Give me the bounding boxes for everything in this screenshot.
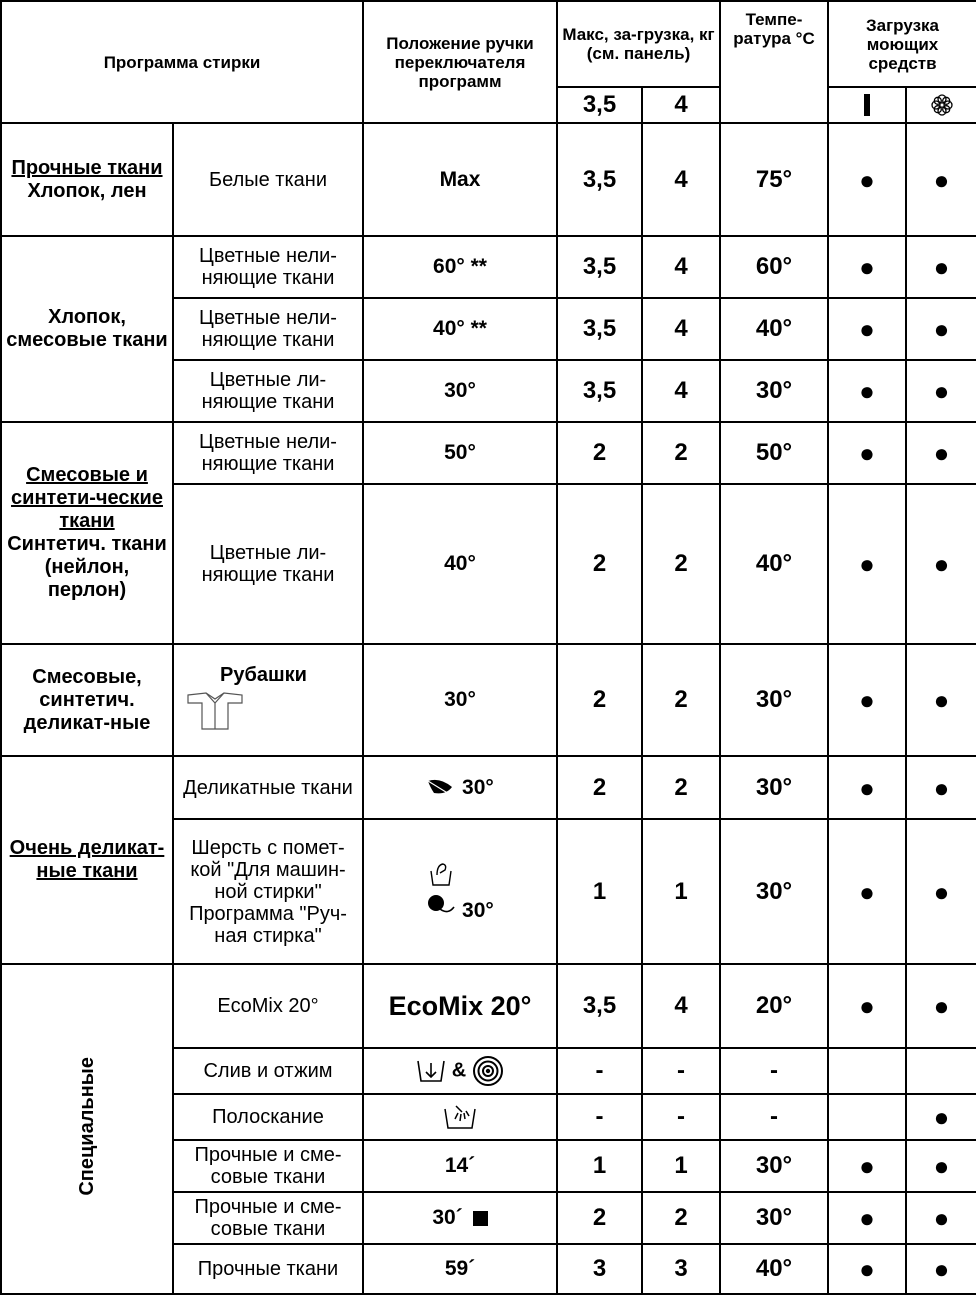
load-b: 4: [642, 236, 720, 298]
load-a: 3,5: [557, 236, 642, 298]
sub-program: Цветные нели-няющие ткани: [173, 422, 363, 484]
temperature: 40°: [720, 298, 828, 360]
group-very-delicate: Очень деликат-ные ткани: [1, 756, 173, 964]
table-row: [1, 236, 976, 298]
load-b: 2: [642, 644, 720, 756]
knob-position: 40° **: [363, 298, 557, 360]
temperature: 30°: [720, 1192, 828, 1244]
rinse-icon: [442, 1103, 478, 1131]
detergent-main: ●: [828, 422, 906, 484]
knob-position: 30°: [363, 360, 557, 422]
load-b: 2: [642, 484, 720, 644]
feather-icon: [426, 777, 456, 799]
detergent-softener: ●: [906, 964, 976, 1048]
detergent-main: ●: [828, 964, 906, 1048]
load-a: -: [557, 1048, 642, 1094]
temperature: 30°: [720, 644, 828, 756]
group-delicate-synthetic: Смесовые, синтетич. деликат-ные: [1, 644, 173, 756]
temperature: 30°: [720, 360, 828, 422]
header-temperature: Темпе-ратура °C: [720, 1, 828, 123]
knob-position-ecomix: EcoMix 20°: [363, 964, 557, 1048]
detergent-softener: ●: [906, 1192, 976, 1244]
detergent-softener: ●: [906, 298, 976, 360]
load-b: 2: [642, 756, 720, 819]
detergent-main: ●: [828, 1140, 906, 1192]
sub-program: Прочные и сме-совые ткани: [173, 1192, 363, 1244]
detergent-main: [828, 1048, 906, 1094]
spin-icon: [472, 1055, 504, 1087]
load-b: 2: [642, 422, 720, 484]
load-a: 3,5: [557, 964, 642, 1048]
group-special: Специальные: [1, 964, 173, 1294]
detergent-softener: [906, 1048, 976, 1094]
knob-position-delicate: 30°: [363, 756, 557, 819]
table-row: [1, 756, 976, 819]
temperature: 20°: [720, 964, 828, 1048]
sub-program: Полоскание: [173, 1094, 363, 1140]
sub-program: Деликатные ткани: [173, 756, 363, 819]
knob-position-rinse: [363, 1094, 557, 1140]
sub-program: Цветные ли-няющие ткани: [173, 484, 363, 644]
detergent-softener: ●: [906, 1244, 976, 1294]
sub-program: Прочные ткани: [173, 1244, 363, 1294]
sub-program: Цветные ли-няющие ткани: [173, 360, 363, 422]
knob-position-drain-spin: &: [363, 1048, 557, 1094]
sub-program: Белые ткани: [173, 123, 363, 236]
header-detergent: Загрузка моющих средств: [828, 1, 976, 87]
detergent-softener: ●: [906, 1094, 976, 1140]
temperature: 30°: [720, 819, 828, 964]
wool-icon: [426, 893, 456, 917]
main-detergent-icon: [828, 87, 906, 123]
sub-program: Прочные и сме-совые ткани: [173, 1140, 363, 1192]
detergent-main: ●: [828, 360, 906, 422]
knob-position-30-quick: 30´: [363, 1192, 557, 1244]
load-b: 4: [642, 360, 720, 422]
knob-position: 59´: [363, 1244, 557, 1294]
detergent-softener: ●: [906, 236, 976, 298]
load-b: 4: [642, 123, 720, 236]
group-cotton-mixed: Хлопок, смесовые ткани: [1, 236, 173, 422]
shirt-icon: [184, 689, 246, 731]
header-max-load: Макс, за-грузка, кг (см. панель): [557, 1, 720, 87]
detergent-main: ●: [828, 1192, 906, 1244]
detergent-softener: ●: [906, 1140, 976, 1192]
knob-position: 60° **: [363, 236, 557, 298]
load-a: 3,5: [557, 360, 642, 422]
load-a: 2: [557, 644, 642, 756]
load-a: 2: [557, 422, 642, 484]
temperature: 60°: [720, 236, 828, 298]
table-row: [1, 644, 976, 756]
table-row: [1, 422, 976, 484]
load-a: 2: [557, 756, 642, 819]
temperature: 50°: [720, 422, 828, 484]
detergent-main: ●: [828, 236, 906, 298]
sub-program: Цветные нели-няющие ткани: [173, 298, 363, 360]
header-program: Программа стирки: [1, 1, 363, 123]
group-strong: Прочные ткани Хлопок, лен: [1, 123, 173, 236]
prewash-square-icon: [473, 1211, 488, 1226]
group-synthetic: Смесовые и синтети-ческие ткани Синтетич. ткани (нейлон, перлон): [1, 422, 173, 644]
header-load-b: 4: [642, 87, 720, 123]
load-b: -: [642, 1048, 720, 1094]
load-b: 3: [642, 1244, 720, 1294]
load-a: 2: [557, 1192, 642, 1244]
detergent-main: ●: [828, 644, 906, 756]
temperature: 40°: [720, 1244, 828, 1294]
detergent-softener: ●: [906, 484, 976, 644]
detergent-main: ●: [828, 819, 906, 964]
sub-program: Шерсть с помет-кой "Для машин-ной стирки" Программа "Руч-ная стирка": [173, 819, 363, 964]
detergent-softener: ●: [906, 422, 976, 484]
detergent-softener: ●: [906, 819, 976, 964]
sub-program: Слив и отжим: [173, 1048, 363, 1094]
load-a: 1: [557, 819, 642, 964]
handwash-icon: [428, 861, 454, 887]
detergent-softener: ●: [906, 756, 976, 819]
knob-position: 50°: [363, 422, 557, 484]
knob-position: Max: [363, 123, 557, 236]
detergent-softener: ●: [906, 123, 976, 236]
temperature: 75°: [720, 123, 828, 236]
softener-flower-icon: [906, 87, 976, 123]
detergent-softener: ●: [906, 360, 976, 422]
detergent-main: ●: [828, 1244, 906, 1294]
load-a: -: [557, 1094, 642, 1140]
header-load-a: 3,5: [557, 87, 642, 123]
knob-position: 40°: [363, 484, 557, 644]
temperature: -: [720, 1094, 828, 1140]
temperature: 40°: [720, 484, 828, 644]
load-b: 4: [642, 298, 720, 360]
load-b: 4: [642, 964, 720, 1048]
header-position: Положение ручки переключателя программ: [363, 1, 557, 123]
knob-position-wool: 30°: [363, 819, 557, 964]
sub-program: Цветные нели-няющие ткани: [173, 236, 363, 298]
temperature: 30°: [720, 756, 828, 819]
load-b: -: [642, 1094, 720, 1140]
load-b: 1: [642, 1140, 720, 1192]
temperature: 30°: [720, 1140, 828, 1192]
detergent-main: ●: [828, 298, 906, 360]
load-a: 2: [557, 484, 642, 644]
load-a: 3,5: [557, 123, 642, 236]
load-a: 3: [557, 1244, 642, 1294]
temperature: -: [720, 1048, 828, 1094]
knob-position: 14´: [363, 1140, 557, 1192]
shirts-label: Рубашки: [220, 664, 307, 686]
load-b: 1: [642, 819, 720, 964]
load-a: 1: [557, 1140, 642, 1192]
table-row: [1, 123, 976, 236]
detergent-softener: ●: [906, 644, 976, 756]
table-row: [1, 964, 976, 1048]
detergent-main: ●: [828, 123, 906, 236]
detergent-main: [828, 1094, 906, 1140]
detergent-main: ●: [828, 756, 906, 819]
sub-program: EcoMix 20°: [173, 964, 363, 1048]
detergent-main: ●: [828, 484, 906, 644]
knob-position: 30°: [363, 644, 557, 756]
drain-icon: [416, 1057, 446, 1085]
sub-program-shirts: [173, 644, 363, 756]
load-b: 2: [642, 1192, 720, 1244]
load-a: 3,5: [557, 298, 642, 360]
